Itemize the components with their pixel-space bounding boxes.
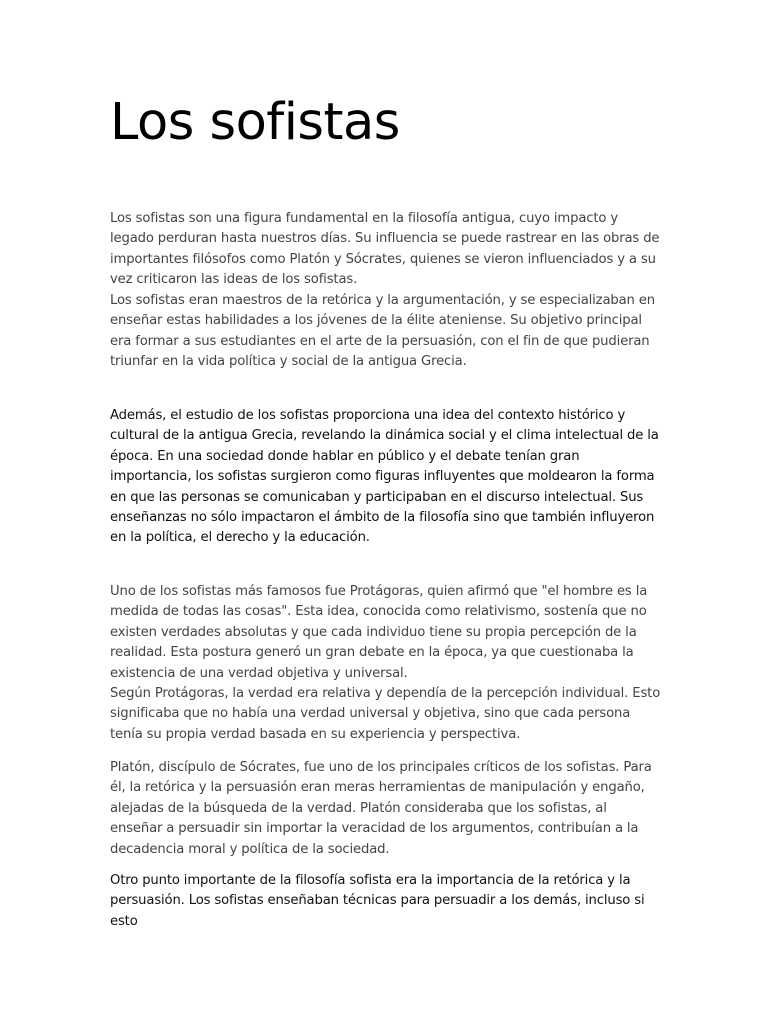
- paragraph-7: Otro punto importante de la filosofía sofista era la importancia de la retórica y la persuasión. Los sofistas enseñaban técnicas para persuadir a los demás, incluso si esto: [110, 873, 645, 929]
- paragraph-2: Los sofistas eran maestros de la retórica y la argumentación, y se especializaban en enseñar estas habilidades a los jóvenes de la élite ateniense. Su objetivo principal era formar a sus estudiantes en el arte de la persuasión, con el fin de que pudieran triunfar en la vida política y social de la antigua Grecia.: [110, 293, 655, 370]
- document-title: Los sofistas: [110, 93, 400, 152]
- paragraph-4: Uno de los sofistas más famosos fue Protágoras, quien afirmó que "el hombre es la medida de todas las cosas". Esta idea, conocida como relativismo, sostenía que no existen verdades absolutas y que cada individuo tiene su propia percepción de la realidad. Esta postura generó un gran debate en la época, ya que cuestionaba la existencia de una verdad objetiva y universal.: [110, 584, 648, 681]
- paragraph-3: Además, el estudio de los sofistas proporciona una idea del contexto histórico y cultural de la antigua Grecia, revelando la dinámica social y el clima intelectual de la época. En una sociedad donde hablar en público y el debate tenían gran importancia, los sofistas surgieron como figuras influyentes que moldearon la forma en que las personas se comunicaban y participaban en el discurso intelectual. Sus enseñanzas no sólo impactaron el ámbito de la filosofía sino que también influyeron en la política, el derecho y la educación.: [110, 408, 659, 546]
- paragraph-5: Según Protágoras, la verdad era relativa y dependía de la percepción individual. Esto significaba que no había una verdad universal y objetiva, sino que cada persona tenía su propia verdad basada en su experiencia y perspectiva.: [110, 686, 661, 742]
- paragraph-1: Los sofistas son una figura fundamental en la filosofía antigua, cuyo impacto y legado perduran hasta nuestros días. Su influencia se puede rastrear en las obras de importantes filósofos como Platón y Sócrates, quienes se vieron influenciados y a su vez criticaron las ideas de los sofistas.: [110, 211, 660, 288]
- paragraph-6: Platón, discípulo de Sócrates, fue uno de los principales críticos de los sofistas. Para él, la retórica y la persuasión eran meras herramientas de manipulación y engaño, alejadas de la búsqueda de la verdad. Platón consideraba que los sofistas, al enseñar a persuadir sin importar la veracidad de los argumentos, contribuían a la decadencia moral y política de la sociedad.: [110, 760, 652, 857]
